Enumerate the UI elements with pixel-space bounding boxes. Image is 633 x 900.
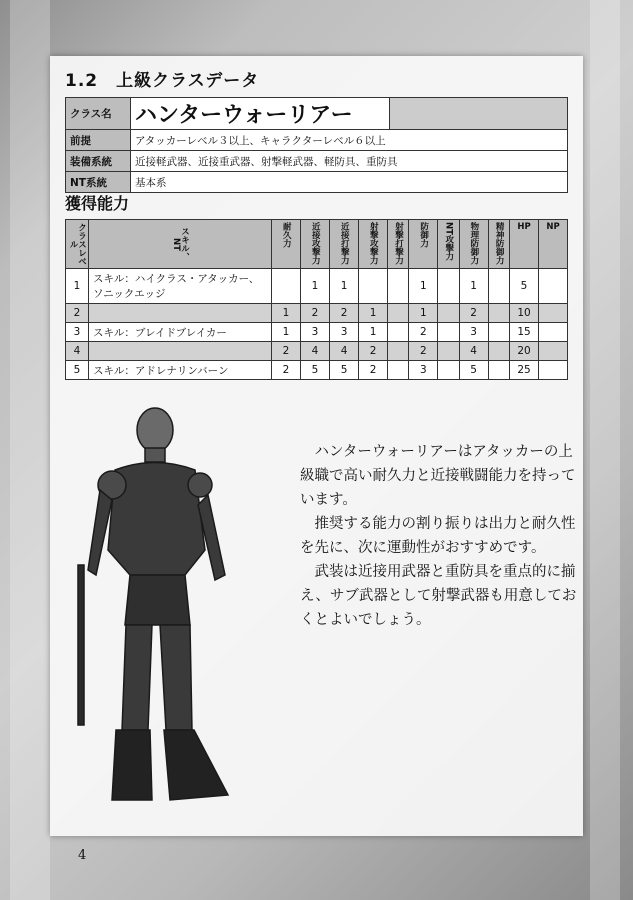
table-row [66, 269, 568, 304]
cell-stat: 2 [301, 304, 330, 323]
cell-stat [488, 342, 509, 361]
cell-stat: 3 [330, 323, 359, 342]
cell-np [539, 323, 568, 342]
cell-stat [488, 323, 509, 342]
cell-stat: 1 [301, 269, 330, 304]
cell-np [539, 269, 568, 304]
cell-stat: 2 [359, 361, 388, 380]
cell-stat [388, 323, 409, 342]
cell-stat: 2 [272, 361, 301, 380]
cell-stat: 2 [459, 304, 488, 323]
header-ranged-attack: 射撃攻撃力 [359, 220, 388, 269]
cell-level: 2 [66, 304, 89, 323]
cell-np [539, 342, 568, 361]
cell-skill: スキル：ハイクラス・アタッカー、ソニックエッジ [89, 269, 272, 304]
cell-stat [488, 269, 509, 304]
cell-level: 4 [66, 342, 89, 361]
cell-stat [388, 304, 409, 323]
header-melee-attack: 近接攻撃力 [301, 220, 330, 269]
table-row [66, 323, 568, 342]
cell-stat [388, 342, 409, 361]
cell-stat: 2 [409, 323, 438, 342]
cell-level: 1 [66, 269, 89, 304]
cell-stat: 2 [330, 304, 359, 323]
section-number: 1.2 [65, 71, 99, 91]
cell-stat: 1 [272, 304, 301, 323]
cell-stat: 2 [359, 342, 388, 361]
cell-hp: 15 [510, 323, 539, 342]
cell-stat: 3 [409, 361, 438, 380]
cell-hp: 20 [510, 342, 539, 361]
nt-label: NT系統 [66, 172, 131, 193]
cell-stat [388, 269, 409, 304]
class-name-row [66, 98, 568, 130]
cell-stat: 4 [459, 342, 488, 361]
cell-stat [488, 304, 509, 323]
cell-stat [359, 269, 388, 304]
header-mental-defense: 精神防御力 [488, 220, 509, 269]
class-name: ハンターウォーリアー [131, 98, 390, 130]
cell-stat: 1 [330, 269, 359, 304]
cell-stat [272, 269, 301, 304]
equipment-row [66, 151, 568, 172]
equipment-label: 装備系統 [66, 151, 131, 172]
prerequisite-row [66, 130, 568, 151]
character-illustration [60, 400, 260, 820]
cell-level: 5 [66, 361, 89, 380]
table-row [66, 361, 568, 380]
cell-stat [438, 323, 459, 342]
cell-stat [438, 269, 459, 304]
header-defense: 防御力 [409, 220, 438, 269]
cell-hp: 5 [510, 269, 539, 304]
cell-stat: 1 [272, 323, 301, 342]
cell-stat: 1 [359, 323, 388, 342]
header-melee-strike: 近接打撃力 [330, 220, 359, 269]
cell-skill: スキル：ブレイドブレイカー [89, 323, 272, 342]
cell-stat: 1 [409, 269, 438, 304]
equipment-value: 近接軽武器、近接重武器、射撃軽武器、軽防具、重防具 [131, 151, 568, 172]
cell-stat: 4 [330, 342, 359, 361]
cell-stat: 5 [301, 361, 330, 380]
cell-stat: 5 [459, 361, 488, 380]
background-streak [590, 0, 620, 900]
class-name-filler [390, 98, 568, 130]
header-endurance: 耐久力 [272, 220, 301, 269]
header-physical-defense: 物理防御力 [459, 220, 488, 269]
cell-stat: 1 [359, 304, 388, 323]
class-description [300, 440, 580, 632]
cell-stat: 4 [301, 342, 330, 361]
cell-np [539, 304, 568, 323]
class-info-table [65, 97, 568, 193]
cell-stat [438, 361, 459, 380]
description-paragraph: 武装は近接用武器と重防具を重点的に揃え、サブ武器として射撃武器も用意しておくとよいでしょう。 [300, 564, 577, 628]
header-hp: HP [510, 220, 539, 269]
cell-stat: 2 [272, 342, 301, 361]
class-name-label: クラス名 [66, 98, 131, 130]
nt-row [66, 172, 568, 193]
cell-stat [438, 342, 459, 361]
cell-skill: スキル：アドレナリンバーン [89, 361, 272, 380]
header-class-level: クラスレベル [66, 220, 89, 269]
skills-heading: 獲得能力 [65, 194, 130, 213]
cell-stat: 3 [301, 323, 330, 342]
prerequisite-label: 前提 [66, 130, 131, 151]
section-title-text: 上級クラスデータ [116, 71, 260, 91]
table-row [66, 304, 568, 323]
cell-stat [488, 361, 509, 380]
skills-table [65, 219, 568, 380]
header-skill: スキル、NT [89, 220, 272, 269]
cell-stat: 2 [409, 342, 438, 361]
section-title [65, 66, 259, 91]
header-np: NP [539, 220, 568, 269]
cell-stat [438, 304, 459, 323]
page-number: 4 [78, 848, 87, 863]
background-streak [10, 0, 50, 900]
header-nt-attack: NT攻撃力 [438, 220, 459, 269]
skills-header-row [66, 220, 568, 269]
cell-stat: 1 [409, 304, 438, 323]
header-ranged-strike: 射撃打撃力 [388, 220, 409, 269]
cell-stat: 5 [330, 361, 359, 380]
cell-np [539, 361, 568, 380]
cell-hp: 10 [510, 304, 539, 323]
description-paragraph: ハンターウォーリアーはアタッカーの上級職で高い耐久力と近接戦闘能力を持っています。 [300, 444, 576, 508]
cell-skill [89, 342, 272, 361]
cell-stat: 3 [459, 323, 488, 342]
cell-hp: 25 [510, 361, 539, 380]
table-row [66, 342, 568, 361]
description-paragraph: 推奨する能力の割り振りは出力と耐久性を先に、次に運動性がおすすめです。 [300, 516, 576, 556]
cell-level: 3 [66, 323, 89, 342]
cell-skill [89, 304, 272, 323]
prerequisite-value: アタッカーレベル３以上、キャラクターレベル６以上 [131, 130, 568, 151]
nt-value: 基本系 [131, 172, 568, 193]
cell-stat [388, 361, 409, 380]
cell-stat: 1 [459, 269, 488, 304]
